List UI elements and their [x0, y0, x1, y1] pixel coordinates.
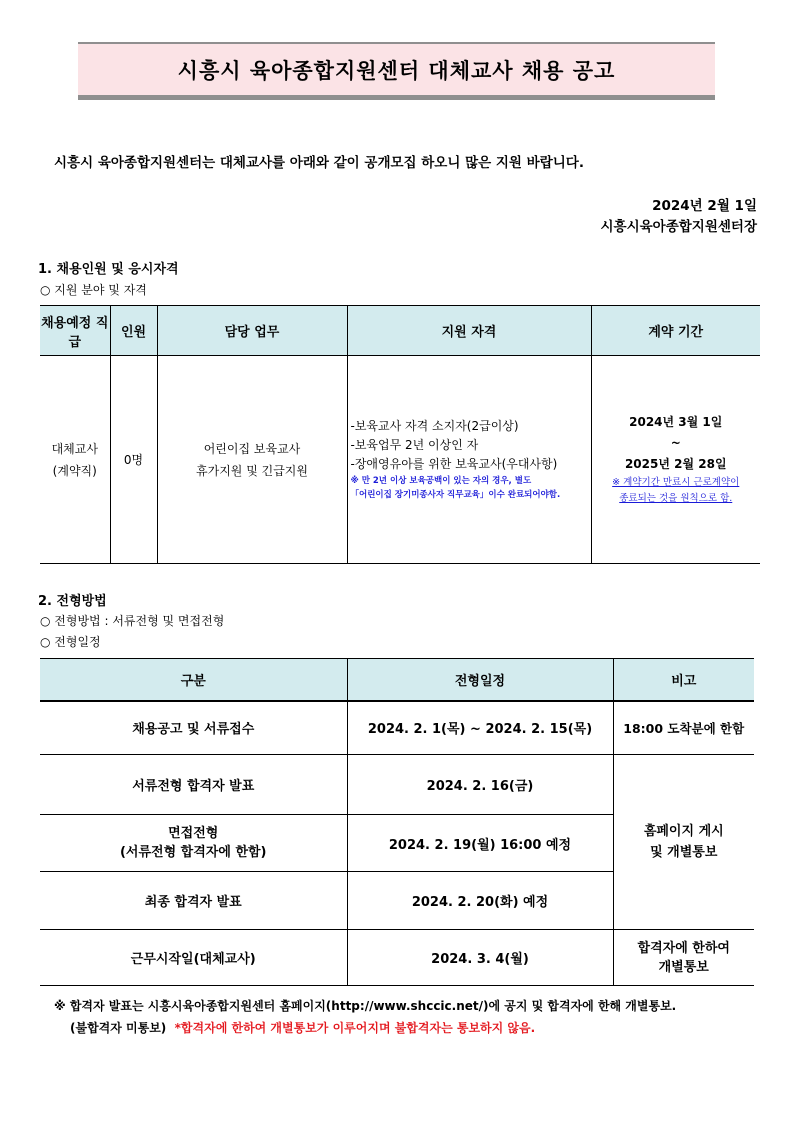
footer-red-notice: *합격자에 한하여 개별통보가 이루어지며 불합격자는 통보하지 않음. — [174, 1021, 536, 1035]
contract-note: 종료되는 것을 원칙으로 함. — [619, 493, 733, 504]
table-row — [40, 930, 754, 986]
item-line: (서류전형 합격자에 한함) — [119, 845, 267, 860]
duty-cell — [157, 356, 347, 564]
contract-note: ※ 계약기간 만료시 근로계약이 — [612, 477, 740, 488]
footer-notice: ※ 합격자 발표는 시흥시육아종합지원센터 홈페이지(http://www.shccic.net/)에 공지 및 합격자에 한해 개별통보. — [54, 999, 677, 1013]
section1-heading: 1. 채용인원 및 응시자격 — [38, 262, 179, 277]
section2-method: ○ 전형방법 : 서류전형 및 면접전형 — [40, 614, 225, 628]
duty-line: 어린이집 보육교사 — [203, 441, 301, 456]
section1-sub: ○ 지원 분야 및 자격 — [40, 283, 147, 297]
contract-end: 2025년 2월 28일 — [624, 457, 727, 471]
header-contract: 계약 기간 — [591, 306, 760, 356]
contract-tilde: ~ — [670, 436, 681, 450]
table-row — [40, 701, 754, 755]
qualification-note: ※ 만 2년 이상 보육공백이 있는 자의 경우, 별도 — [350, 476, 532, 486]
item-cell: 근무시작일(대체교사) — [40, 930, 347, 986]
intro-text: 시흥시 육아종합지원센터는 대체교사를 아래와 같이 공개모집 하오니 많은 지원 바랍니다. — [54, 155, 584, 171]
position-title: 대체교사 — [51, 441, 98, 456]
organization-name: 시흥시육아종합지원센터장 — [600, 219, 757, 235]
header-item: 구분 — [40, 659, 347, 701]
qualification-table — [40, 305, 760, 564]
schedule-cell: 2024. 2. 16(금) — [347, 755, 613, 815]
position-type: (계약직) — [52, 463, 97, 478]
header-qualification: 지원 자격 — [347, 306, 591, 356]
merged-note-cell — [613, 755, 754, 930]
duty-line: 휴가지원 및 긴급지원 — [196, 463, 308, 478]
item-line: 면접전형 — [168, 826, 219, 841]
contract-cell — [591, 356, 760, 564]
page-title: 시흥시 육아종합지원센터 대체교사 채용 공고 — [177, 58, 616, 83]
table-row — [40, 755, 754, 815]
table-header-row — [40, 659, 754, 701]
schedule-table — [40, 658, 754, 986]
position-cell — [40, 356, 110, 564]
table-header-row — [40, 306, 760, 356]
table-row — [40, 356, 760, 564]
contract-start: 2024년 3월 1일 — [629, 415, 723, 429]
header-duty: 담당 업무 — [157, 306, 347, 356]
footer-notice-2 — [70, 1019, 535, 1036]
item-cell — [40, 815, 347, 872]
section2-schedule-label: ○ 전형일정 — [40, 635, 101, 649]
schedule-cell: 2024. 2. 1(목) ~ 2024. 2. 15(목) — [347, 701, 613, 755]
header-count: 인원 — [110, 306, 157, 356]
count-cell: 0명 — [110, 356, 157, 564]
merged-note-line: 및 개별통보 — [650, 845, 718, 860]
merged-note-line: 홈페이지 게시 — [643, 824, 724, 839]
item-cell: 채용공고 및 서류접수 — [40, 701, 347, 755]
note-line: 개별통보 — [658, 959, 709, 975]
item-cell: 최종 합격자 발표 — [40, 872, 347, 930]
announcement-date: 2024년 2월 1일 — [652, 198, 757, 214]
qualification-cell — [347, 356, 591, 564]
qualification-item: -보육교사 자격 소지자(2급이상) — [350, 419, 519, 433]
header-schedule: 전형일정 — [347, 659, 613, 701]
note-cell: 18:00 도착분에 한함 — [613, 701, 754, 755]
header-note: 비고 — [613, 659, 754, 701]
qualification-item: -보육업무 2년 이상인 자 — [350, 438, 479, 452]
footer-unsuccessful: (불합격자 미통보) — [70, 1021, 167, 1035]
note-cell — [613, 930, 754, 986]
schedule-cell: 2024. 2. 20(화) 예정 — [347, 872, 613, 930]
qualification-item: -장애영유아를 위한 보육교사(우대사항) — [350, 457, 558, 471]
item-cell: 서류전형 합격자 발표 — [40, 755, 347, 815]
qualification-note: 「어린이집 장기미종사자 직무교육」이수 완료되어야함. — [350, 490, 561, 500]
schedule-cell: 2024. 2. 19(월) 16:00 예정 — [347, 815, 613, 872]
schedule-cell: 2024. 3. 4(월) — [347, 930, 613, 986]
section2-heading: 2. 전형방법 — [38, 594, 107, 609]
header-position: 채용예정 직급 — [40, 306, 110, 356]
note-line: 합격자에 한하여 — [637, 940, 730, 956]
title-banner — [78, 42, 715, 100]
